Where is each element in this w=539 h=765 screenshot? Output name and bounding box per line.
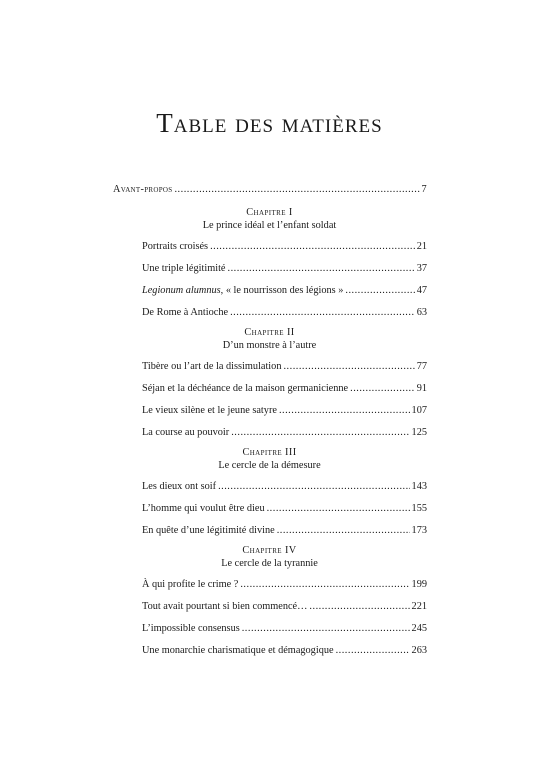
chapter-heading [0,446,539,472]
entry-label: Séjan et la déchéance de la maison germanicienne [142,383,349,394]
toc-entry[interactable] [142,240,427,253]
toc-entry[interactable] [142,622,427,635]
toc-entry[interactable] [142,284,427,297]
entry-page: 21 [416,241,427,252]
entry-page: 63 [416,307,427,318]
entry-page: 221 [411,601,427,612]
entry-label: Tibère ou l’art de la dissimulation [142,361,282,372]
entry-label-rest: , « le nourrisson des légions » [220,285,344,296]
dot-leader [210,240,415,253]
entry-page: 91 [416,383,427,394]
entry-label: De Rome à Antioche [142,307,229,318]
dot-leader [283,360,414,373]
chapter-heading [0,206,539,232]
toc-entry[interactable] [142,480,427,493]
toc-entry[interactable] [142,404,427,417]
entry-label: Une triple légitimité [142,263,226,274]
toc-entry[interactable] [142,306,427,319]
entry-page: 143 [411,481,427,492]
chapter-subtitle: Le cercle de la démesure [218,460,321,471]
entry-label [142,284,343,297]
chapter-heading [0,326,539,352]
entry-page: 77 [416,361,427,372]
chapter-subtitle: Le prince idéal et l’enfant soldat [202,220,337,231]
entry-label: Avant-propos [113,184,173,195]
chapter-number: Chapitre IV [242,545,297,556]
dot-leader [231,426,409,439]
entry-label: L’homme qui voulut être dieu [142,503,265,514]
chapter-heading [0,544,539,570]
entry-label: La course au pouvoir [142,427,230,438]
entry-label-italic: Legionum alumnus [142,285,221,296]
entry-label: Portraits croisés [142,241,209,252]
toc-entry[interactable] [142,524,427,537]
dot-leader [267,502,410,515]
dot-leader [228,262,415,275]
entry-label: L’impossible consensus [142,623,240,634]
dot-leader [279,404,410,417]
dot-leader [240,578,409,591]
dot-leader [174,183,419,196]
entry-page: 37 [416,263,427,274]
page-title: Table des matières [156,108,383,138]
chapter-number: Chapitre I [246,207,293,218]
entry-label: À qui profite le crime ? [142,579,239,590]
chapter-number: Chapitre II [244,327,295,338]
toc-entry[interactable] [142,644,427,657]
dot-leader [345,284,414,297]
entry-page: 7 [421,184,427,195]
entry-label: Le vieux silène et le jeune satyre [142,405,277,416]
entry-page: 245 [411,623,427,634]
entry-label: Une monarchie charismatique et démagogique [142,645,334,656]
entry-page: 199 [411,579,427,590]
chapter-number: Chapitre III [242,447,297,458]
toc-entry[interactable] [142,578,427,591]
entry-page: 107 [411,405,427,416]
entry-page: 173 [411,525,427,536]
entry-page: 125 [411,427,427,438]
toc-entry[interactable] [142,426,427,439]
toc-entry[interactable] [142,360,427,373]
entry-label: En quête d’une légitimité divine [142,525,275,536]
dot-leader [218,480,409,493]
entry-label: Tout avait pourtant si bien commencé… [142,601,308,612]
dot-leader [336,644,410,657]
dot-leader [230,306,415,319]
entry-page: 263 [411,645,427,656]
dot-leader [350,382,415,395]
dot-leader [277,524,410,537]
entry-page: 47 [416,285,427,296]
toc-entry[interactable] [142,382,427,395]
chapter-subtitle: Le cercle de la tyrannie [221,558,318,569]
entry-label: Les dieux ont soif [142,481,217,492]
toc-entry[interactable] [142,262,427,275]
toc-entry[interactable] [142,600,427,613]
entry-page: 155 [411,503,427,514]
dot-leader [242,622,410,635]
chapter-subtitle: D’un monstre à l’autre [222,340,317,351]
toc-entry[interactable] [142,502,427,515]
toc-entry-avant-propos[interactable] [113,183,427,196]
dot-leader [309,600,409,613]
